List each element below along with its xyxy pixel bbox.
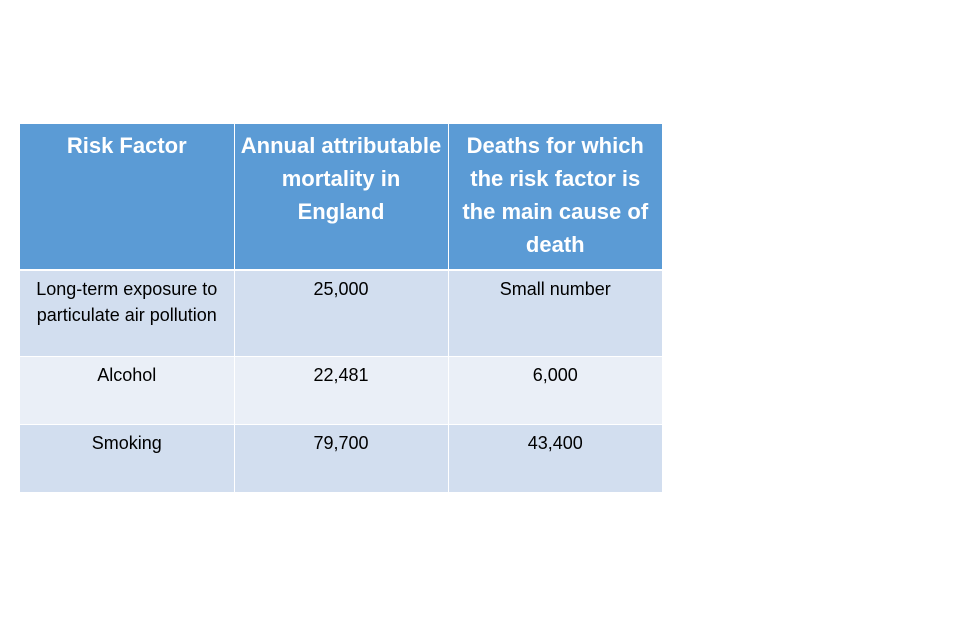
table-body	[20, 270, 662, 492]
cell-risk-factor: Alcohol	[20, 356, 234, 424]
header-annual-mortality: Annual attributable mortality in England	[234, 124, 448, 270]
cell-main-cause-deaths: 43,400	[448, 424, 662, 492]
header-row	[20, 124, 662, 270]
cell-main-cause-deaths: 6,000	[448, 356, 662, 424]
cell-risk-factor: Smoking	[20, 424, 234, 492]
table-row	[20, 270, 662, 356]
risk-factor-table	[20, 124, 662, 493]
table-header	[20, 124, 662, 270]
cell-annual-mortality: 22,481	[234, 356, 448, 424]
table-row	[20, 424, 662, 492]
header-main-cause-deaths: Deaths for which the risk factor is the main cause of death	[448, 124, 662, 270]
cell-annual-mortality: 79,700	[234, 424, 448, 492]
cell-main-cause-deaths: Small number	[448, 270, 662, 356]
header-risk-factor: Risk Factor	[20, 124, 234, 270]
cell-annual-mortality: 25,000	[234, 270, 448, 356]
cell-risk-factor: Long-term exposure to particulate air pollution	[20, 270, 234, 356]
table-row	[20, 356, 662, 424]
